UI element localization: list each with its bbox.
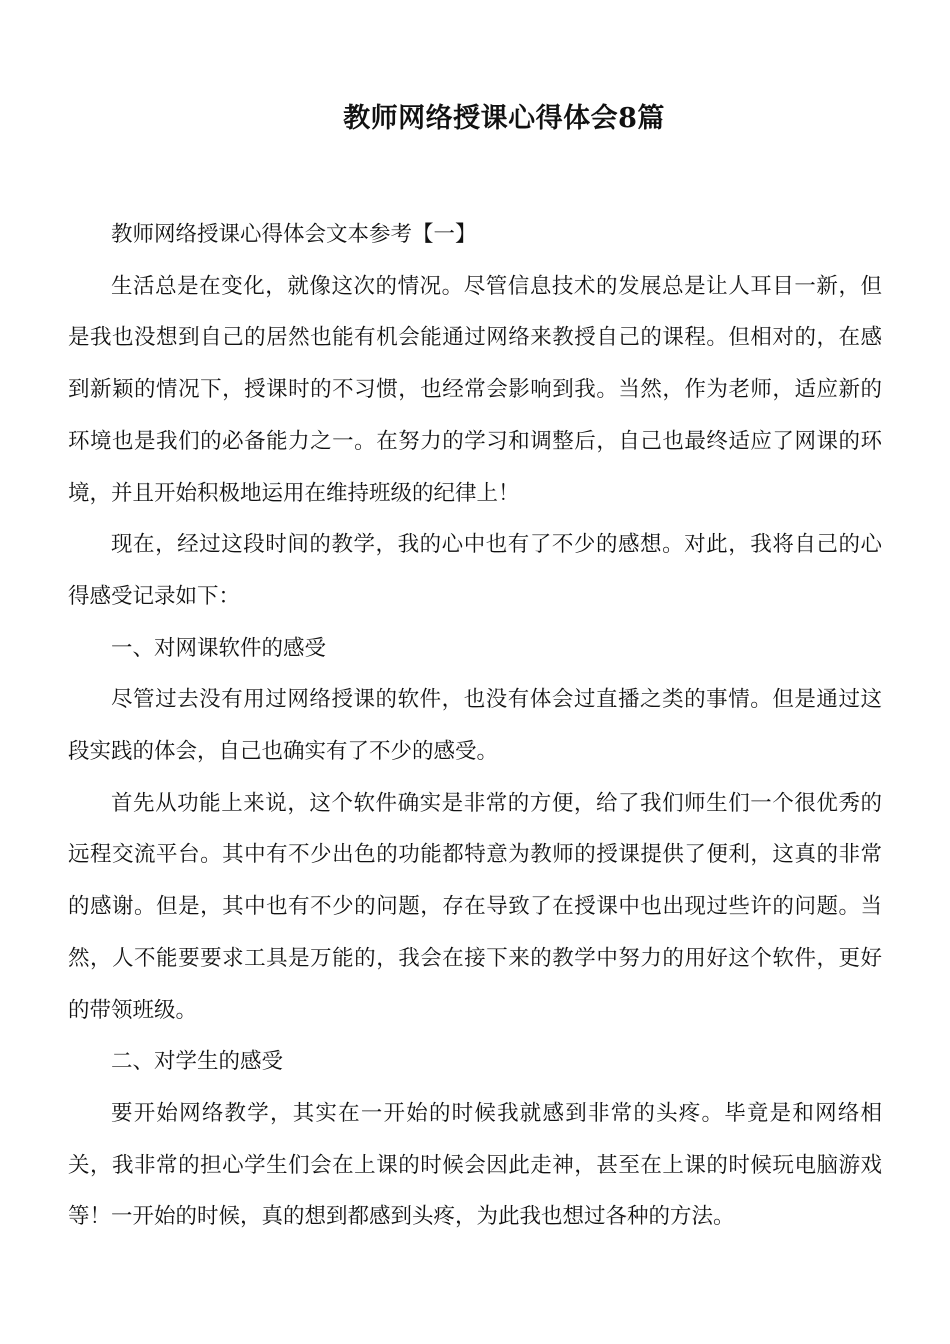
subheading-software: 一、对网课软件的感受 (111, 635, 327, 661)
paragraph: 现在，经过这段时间的教学，我的心中也有了不少的感想。对此，我将自己的心得感受记录如下： (68, 532, 882, 609)
paragraph: 要开始网络教学，其实在一开始的时候我就感到非常的头疼。毕竟是和网络相关，我非常的担心学生们会在上课的时候会因此走神，甚至在上课的时候玩电脑游戏等！一开始的时候，真的想到都感到头疼，为此我也想过各种的方法。 (68, 1100, 882, 1230)
paragraph: 尽管过去没有用过网络授课的软件，也没有体会过直播之类的事情。但是通过这段实践的体会，自己也确实有了不少的感受。 (68, 687, 882, 765)
document-body (68, 209, 882, 1243)
section-heading-one: 教师网络授课心得体会文本参考【一】 (111, 222, 477, 247)
document-title: 教师网络授课心得体会8篇 (343, 103, 665, 134)
paragraph: 首先从功能上来说，这个软件确实是非常的方便，给了我们师生们一个很优秀的远程交流平台。其中有不少出色的功能都特意为教师的授课提供了便利，这真的非常的感谢。但是，其中也有不少的问题，存在导致了在授课中也出现过些许的问题。当然，人不能要要求工具是万能的，我会在接下来的教学中努力的用好这个软件，更好的带领班级。 (68, 790, 882, 1023)
paragraph: 生活总是在变化，就像这次的情况。尽管信息技术的发展总是让人耳目一新，但是我也没想到自己的居然也能有机会能通过网络来教授自己的课程。但相对的，在感到新颖的情况下，授课时的不习惯，也经常会影响到我。当然，作为老师，适应新的环境也是我们的必备能力之一。在努力的学习和调整后，自己也最终适应了网课的环境，并且开始积极地运用在维持班级的纪律上！ (68, 273, 882, 506)
subheading-students: 二、对学生的感受 (111, 1049, 284, 1075)
